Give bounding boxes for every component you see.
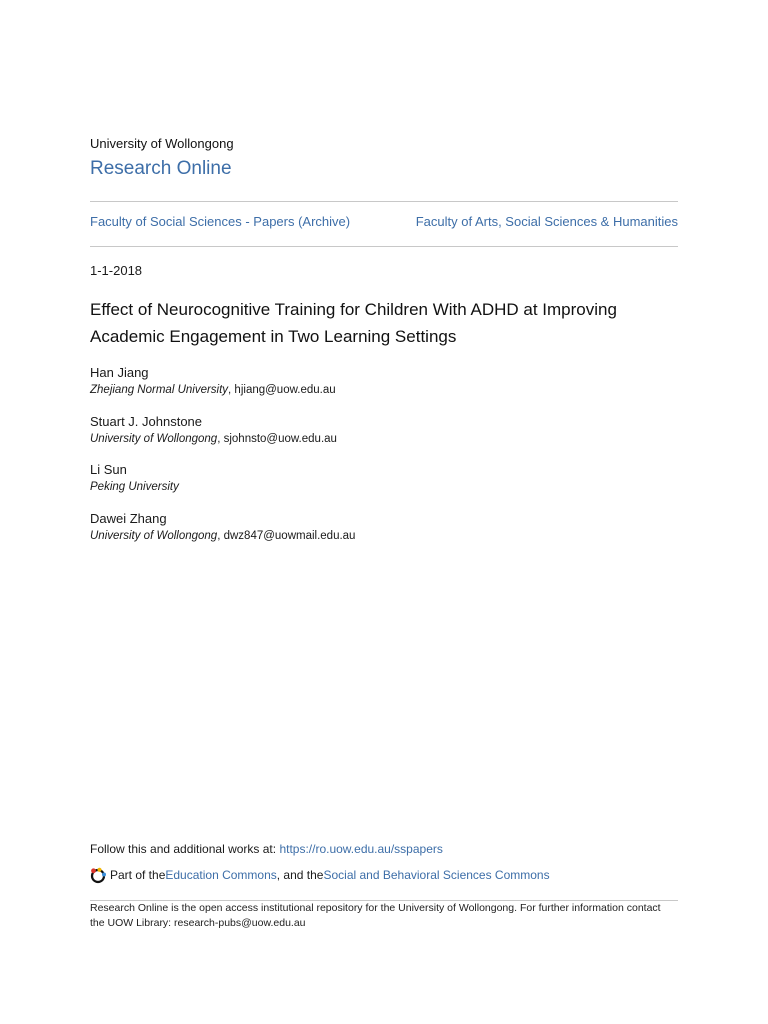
follow-line <box>90 841 443 857</box>
follow-link[interactable]: https://ro.uow.edu.au/sspapers <box>279 842 443 856</box>
divider-bottom <box>90 246 678 247</box>
paper-title: Effect of Neurocognitive Training for Children With ADHD at Improving Academic Engagement in Two Learning Settings <box>90 300 617 346</box>
part-mid: , and the <box>276 868 324 882</box>
author-entry <box>90 510 678 559</box>
institution-name: University of Wollongong <box>90 136 234 151</box>
repository-link[interactable]: Research Online <box>90 158 232 179</box>
author-email: , dwz847@uowmail.edu.au <box>217 529 356 542</box>
author-name: Dawei Zhang <box>90 510 167 526</box>
author-entry <box>90 364 678 413</box>
divider-top <box>90 201 678 202</box>
author-name: Han Jiang <box>90 365 149 380</box>
author-affiliation <box>90 431 678 447</box>
affiliation-name: Zhejiang Normal University <box>90 384 229 396</box>
author-email: , hjiang@uow.edu.au <box>228 384 336 396</box>
cover-page <box>90 0 678 1024</box>
education-commons-link[interactable]: Education Commons <box>165 868 277 882</box>
follow-prefix: Follow this and additional works at: <box>90 842 280 856</box>
affiliation-name: University of Wollongong <box>90 432 218 445</box>
series-link-arts-humanities[interactable]: Faculty of Arts, Social Sciences & Humanities <box>415 214 678 229</box>
affiliation-name: University of Wollongong <box>90 529 218 542</box>
repository-note: Research Online is the open access institutional repository for the University of Wollongong. For further information contact the UOW Library: research-pubs@uow.edu.au <box>90 902 661 929</box>
affiliation-name: Peking University <box>90 481 179 493</box>
social-behavioral-commons-link[interactable]: Social and Behavioral Sciences Commons <box>323 868 550 882</box>
author-affiliation <box>90 528 678 544</box>
network-commons-icon <box>90 867 107 884</box>
author-entry <box>90 413 678 462</box>
author-entry <box>90 461 678 510</box>
part-prefix: Part of the <box>110 868 166 882</box>
author-affiliation <box>90 382 678 398</box>
publication-date: 1-1-2018 <box>90 263 143 278</box>
author-name: Stuart J. Johnstone <box>90 413 203 429</box>
author-name: Li Sun <box>90 462 127 477</box>
part-of-line <box>90 864 550 886</box>
author-email: , sjohnsto@uow.edu.au <box>217 432 337 445</box>
series-links <box>90 213 678 231</box>
author-affiliation <box>90 479 678 495</box>
author-list <box>90 364 678 558</box>
series-link-social-sciences[interactable]: Faculty of Social Sciences - Papers (Archive) <box>90 214 351 229</box>
